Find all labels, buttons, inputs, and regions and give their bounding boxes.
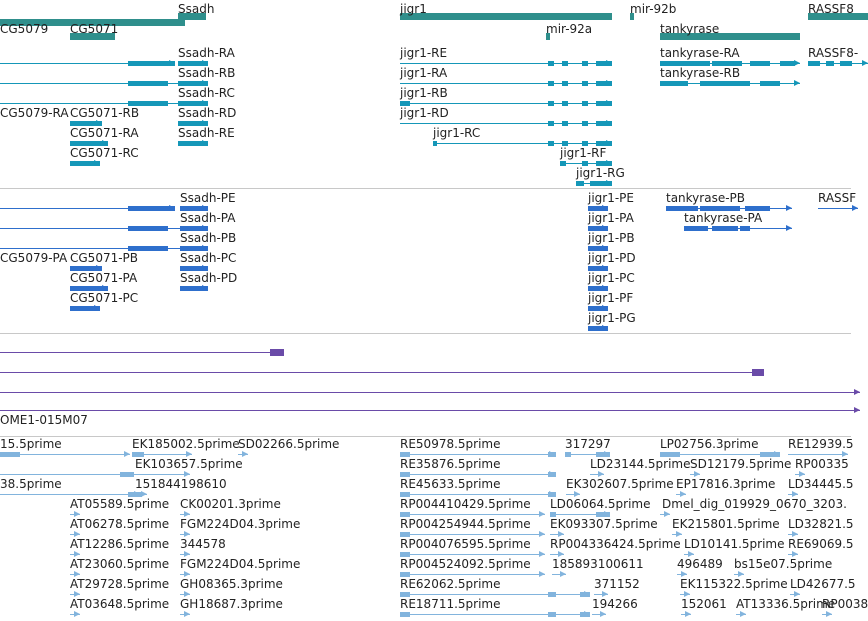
feature-label[interactable]: Ssadh-PA xyxy=(180,211,236,225)
exon-block[interactable] xyxy=(582,81,588,86)
exon-block[interactable] xyxy=(760,81,780,86)
feature-label[interactable]: AT05589.5prime xyxy=(70,497,170,511)
feature-label[interactable]: RP004254944.5prime xyxy=(400,517,531,531)
feature-label[interactable]: 152061 xyxy=(681,597,727,611)
feature-label[interactable]: jigr1 xyxy=(400,2,427,16)
feature-label[interactable]: jigr1-RA xyxy=(400,66,448,80)
feature-label[interactable]: RE12939.5 xyxy=(788,437,854,451)
feature-label[interactable]: jigr1-RB xyxy=(400,86,448,100)
feature-label[interactable]: CG5071-PB xyxy=(70,251,139,265)
intron-line[interactable] xyxy=(0,410,860,411)
strand-arrow-icon xyxy=(852,205,858,211)
strand-arrow-icon xyxy=(124,451,130,457)
strand-arrow-icon xyxy=(584,611,590,617)
exon-block[interactable] xyxy=(128,81,168,86)
feature-label[interactable]: CG5079 xyxy=(0,22,49,36)
feature-label[interactable]: RP004524092.5prime xyxy=(400,557,531,571)
feature-label[interactable]: RP004336424.5prime xyxy=(550,537,681,551)
strand-arrow-icon xyxy=(539,571,545,577)
feature-label[interactable]: EK103657.5prime xyxy=(135,457,243,471)
gene-bar[interactable] xyxy=(400,13,612,20)
feature-label[interactable]: FGM224D04.3prime xyxy=(180,517,301,531)
strand-arrow-icon xyxy=(606,100,612,106)
strand-arrow-icon xyxy=(606,60,612,66)
feature-label[interactable]: AT12286.5prime xyxy=(70,537,170,551)
clone-label[interactable]: OME1-015M07 xyxy=(0,413,88,427)
strand-arrow-icon xyxy=(549,471,555,477)
intron-line[interactable] xyxy=(400,103,612,104)
exon-block[interactable] xyxy=(548,592,556,597)
feature-label[interactable]: jigr1-PD xyxy=(588,251,636,265)
strand-arrow-icon xyxy=(606,180,612,186)
strand-arrow-icon xyxy=(549,451,555,457)
exon-block[interactable] xyxy=(433,141,437,146)
feature-label[interactable]: EK115322.5prime xyxy=(680,577,788,591)
track-separator-proteins xyxy=(0,333,851,334)
strand-arrow-icon xyxy=(560,571,566,577)
feature-label[interactable]: jigr1-PE xyxy=(588,191,635,205)
feature-label[interactable]: Ssadh-RC xyxy=(178,86,235,100)
feature-label[interactable]: 185893100611 xyxy=(552,557,644,571)
intron-line[interactable] xyxy=(0,248,208,249)
feature-label[interactable]: tankyrase-PA xyxy=(684,211,763,225)
feature-label[interactable]: 344578 xyxy=(180,537,226,551)
strand-arrow-icon xyxy=(685,611,691,617)
feature-label[interactable]: jigr1-RC xyxy=(433,126,481,140)
intron-line[interactable] xyxy=(400,514,545,515)
strand-arrow-icon xyxy=(606,80,612,86)
exon-block[interactable] xyxy=(576,181,584,186)
feature-label[interactable]: Ssadh-PD xyxy=(180,271,238,285)
feature-label[interactable]: RP00335 xyxy=(795,457,849,471)
strand-arrow-icon xyxy=(826,611,832,617)
feature-label[interactable]: RE62062.5prime xyxy=(400,577,501,591)
intron-line[interactable] xyxy=(400,83,612,84)
feature-label[interactable]: SD02266.5prime xyxy=(238,437,340,451)
exon-block[interactable] xyxy=(562,121,568,126)
feature-label[interactable]: CG5071-RC xyxy=(70,146,139,160)
strand-arrow-icon xyxy=(202,140,208,146)
feature-label[interactable]: GH18687.3prime xyxy=(180,597,283,611)
strand-arrow-icon xyxy=(664,511,670,517)
feature-label[interactable]: jigr1-PB xyxy=(588,231,635,245)
feature-label[interactable]: EK093307.5prime xyxy=(550,517,658,531)
intron-line[interactable] xyxy=(0,352,284,353)
feature-label[interactable]: 15.5prime xyxy=(0,437,62,451)
exon-block[interactable] xyxy=(548,141,554,146)
feature-label[interactable]: Ssadh-PB xyxy=(180,231,237,245)
intron-line[interactable] xyxy=(400,494,555,495)
strand-arrow-icon xyxy=(169,60,175,66)
feature-label[interactable]: RE35876.5prime xyxy=(400,457,501,471)
strand-arrow-icon xyxy=(862,60,868,66)
feature-label[interactable]: jigr1-PC xyxy=(588,271,635,285)
strand-arrow-icon xyxy=(169,205,175,211)
feature-label[interactable]: RP004410429.5prime xyxy=(400,497,531,511)
intron-line[interactable] xyxy=(400,554,545,555)
intron-line[interactable] xyxy=(0,372,764,373)
strand-arrow-icon xyxy=(600,611,606,617)
track-separator-transcripts xyxy=(0,188,851,189)
feature-label[interactable]: AT13336.5prime xyxy=(736,597,836,611)
intron-line[interactable] xyxy=(400,123,612,124)
exon-block[interactable] xyxy=(562,81,568,86)
feature-label[interactable]: mir-92a xyxy=(546,22,593,36)
exon-block[interactable] xyxy=(120,472,134,477)
exon-block[interactable] xyxy=(840,61,852,66)
feature-label[interactable]: EK215801.5prime xyxy=(672,517,780,531)
feature-label[interactable]: CG5071-RA xyxy=(70,126,139,140)
feature-label[interactable]: CK00201.3prime xyxy=(180,497,281,511)
feature-label[interactable]: tankyrase xyxy=(660,22,720,36)
intron-line[interactable] xyxy=(0,494,140,495)
strand-arrow-icon xyxy=(854,389,860,395)
feature-label[interactable]: CG5071-PA xyxy=(70,271,138,285)
exon-block[interactable] xyxy=(660,81,688,86)
strand-arrow-icon xyxy=(539,551,545,557)
exon-block[interactable] xyxy=(826,61,834,66)
feature-label[interactable]: jigr1-RF xyxy=(560,146,607,160)
feature-label[interactable]: LD32821.5 xyxy=(788,517,854,531)
intron-line[interactable] xyxy=(0,83,208,84)
feature-label[interactable]: 194266 xyxy=(592,597,638,611)
feature-label[interactable]: RASSF8 xyxy=(808,2,854,16)
exon-block[interactable] xyxy=(548,121,554,126)
feature-label[interactable]: LP02756.3prime xyxy=(660,437,759,451)
feature-label[interactable]: jigr1-PA xyxy=(588,211,634,225)
strand-arrow-icon xyxy=(74,611,80,617)
feature-label[interactable]: AT06278.5prime xyxy=(70,517,170,531)
feature-label[interactable]: LD06064.5prime xyxy=(550,497,651,511)
exon-block[interactable] xyxy=(780,61,795,66)
feature-label[interactable]: LD23144.5prime xyxy=(590,457,691,471)
feature-label[interactable]: jigr1-PG xyxy=(588,311,636,325)
intron-line[interactable] xyxy=(0,228,208,229)
feature-label[interactable]: AT03648.5prime xyxy=(70,597,170,611)
strand-arrow-icon xyxy=(794,60,800,66)
feature-label[interactable]: Ssadh-RB xyxy=(178,66,236,80)
intron-line[interactable] xyxy=(400,63,612,64)
feature-label[interactable]: CG5071-PC xyxy=(70,291,139,305)
intron-line[interactable] xyxy=(400,474,555,475)
exon-block[interactable] xyxy=(740,226,750,231)
feature-label[interactable]: tankyrase-PB xyxy=(666,191,746,205)
exon-block[interactable] xyxy=(565,452,571,457)
exon-block[interactable] xyxy=(548,612,556,617)
strand-arrow-icon xyxy=(94,160,100,166)
exon-block[interactable] xyxy=(700,81,750,86)
exon-block[interactable] xyxy=(808,61,820,66)
feature-label[interactable]: RE50978.5prime xyxy=(400,437,501,451)
exon-block[interactable] xyxy=(582,61,588,66)
feature-label[interactable]: CG5071 xyxy=(70,22,119,36)
feature-label[interactable]: AT23060.5prime xyxy=(70,557,170,571)
feature-label[interactable]: CG5079-RA xyxy=(0,106,69,120)
feature-label[interactable]: Ssadh-RE xyxy=(178,126,235,140)
intron-line[interactable] xyxy=(400,594,590,595)
strand-arrow-icon xyxy=(786,205,792,211)
feature-label[interactable]: mir-92b xyxy=(630,2,677,16)
strand-arrow-icon xyxy=(794,80,800,86)
feature-label[interactable]: LD42677.5 xyxy=(790,577,856,591)
feature-label[interactable]: SD12179.5prime xyxy=(690,457,792,471)
feature-label[interactable]: Ssadh-PE xyxy=(180,191,236,205)
feature-label[interactable]: jigr1-RD xyxy=(400,106,449,120)
feature-label[interactable]: RASSF8- xyxy=(808,46,859,60)
feature-label[interactable]: RE69069.5 xyxy=(788,537,854,551)
exon-block[interactable] xyxy=(562,61,568,66)
feature-label[interactable]: Ssadh-RA xyxy=(178,46,235,60)
feature-label[interactable]: tankyrase-RB xyxy=(660,66,741,80)
exon-block[interactable] xyxy=(548,81,554,86)
intron-line[interactable] xyxy=(400,574,545,575)
strand-arrow-icon xyxy=(242,451,248,457)
feature-label[interactable]: FGM224D04.5prime xyxy=(180,557,301,571)
strand-arrow-icon xyxy=(740,611,746,617)
intron-line[interactable] xyxy=(0,103,208,104)
exon-block[interactable] xyxy=(684,226,708,231)
feature-label[interactable]: RP004076595.5prime xyxy=(400,537,531,551)
strand-arrow-icon xyxy=(584,591,590,597)
intron-line[interactable] xyxy=(788,454,848,455)
exon-block[interactable] xyxy=(400,612,410,617)
feature-label[interactable]: RP0038 xyxy=(822,597,868,611)
feature-label[interactable]: tankyrase-RA xyxy=(660,46,740,60)
feature-label[interactable]: bs15e07.5prime xyxy=(734,557,833,571)
intron-line[interactable] xyxy=(400,614,590,615)
strand-arrow-icon xyxy=(539,531,545,537)
feature-label[interactable]: LD10141.5prime xyxy=(684,537,785,551)
exon-block[interactable] xyxy=(548,61,554,66)
strand-arrow-icon xyxy=(758,369,764,375)
feature-label[interactable]: 151844198610 xyxy=(135,477,227,491)
feature-label[interactable]: EK302607.5prime xyxy=(566,477,674,491)
feature-label[interactable]: 371152 xyxy=(594,577,640,591)
feature-label[interactable]: 496489 xyxy=(677,557,723,571)
feature-label[interactable]: EK185002.5prime xyxy=(132,437,240,451)
exon-block[interactable] xyxy=(560,161,566,166)
feature-label[interactable]: 317297 xyxy=(565,437,611,451)
strand-arrow-icon xyxy=(539,511,545,517)
intron-line[interactable] xyxy=(400,454,555,455)
feature-label[interactable]: Dmel_dig_019929_0670_3203. xyxy=(662,497,847,511)
feature-label[interactable]: CG5079-PA xyxy=(0,251,68,265)
intron-line[interactable] xyxy=(0,474,190,475)
exon-block[interactable] xyxy=(548,101,554,106)
exon-block[interactable] xyxy=(128,226,168,231)
strand-arrow-icon xyxy=(602,325,608,331)
strand-arrow-icon xyxy=(202,285,208,291)
feature-label[interactable]: 38.5prime xyxy=(0,477,62,491)
feature-label[interactable]: Ssadh-PC xyxy=(180,251,237,265)
strand-arrow-icon xyxy=(278,349,284,355)
strand-arrow-icon xyxy=(606,140,612,146)
strand-arrow-icon xyxy=(94,305,100,311)
exon-block[interactable] xyxy=(712,226,738,231)
feature-label[interactable]: GH08365.3prime xyxy=(180,577,283,591)
exon-block[interactable] xyxy=(562,101,568,106)
strand-arrow-icon xyxy=(184,611,190,617)
exon-block[interactable] xyxy=(750,61,770,66)
intron-line[interactable] xyxy=(0,392,860,393)
feature-label[interactable]: EP17816.3prime xyxy=(676,477,776,491)
feature-label[interactable]: Ssadh xyxy=(178,2,215,16)
exon-block[interactable] xyxy=(0,452,20,457)
feature-label[interactable]: jigr1-RE xyxy=(400,46,448,60)
feature-label[interactable]: LD34445.5 xyxy=(788,477,854,491)
strand-arrow-icon xyxy=(854,407,860,413)
feature-label[interactable]: RE18711.5prime xyxy=(400,597,501,611)
feature-label[interactable]: CG5071-RB xyxy=(70,106,140,120)
feature-label[interactable]: RE45633.5prime xyxy=(400,477,501,491)
feature-label[interactable]: Ssadh-RD xyxy=(178,106,237,120)
exon-block[interactable] xyxy=(582,121,588,126)
feature-label[interactable]: jigr1-PF xyxy=(588,291,634,305)
exon-block[interactable] xyxy=(582,101,588,106)
intron-line[interactable] xyxy=(400,534,545,535)
strand-arrow-icon xyxy=(606,120,612,126)
feature-label[interactable]: jigr1-RG xyxy=(576,166,625,180)
feature-label[interactable]: RASSF xyxy=(818,191,857,205)
feature-label[interactable]: AT29728.5prime xyxy=(70,577,170,591)
strand-arrow-icon xyxy=(786,225,792,231)
